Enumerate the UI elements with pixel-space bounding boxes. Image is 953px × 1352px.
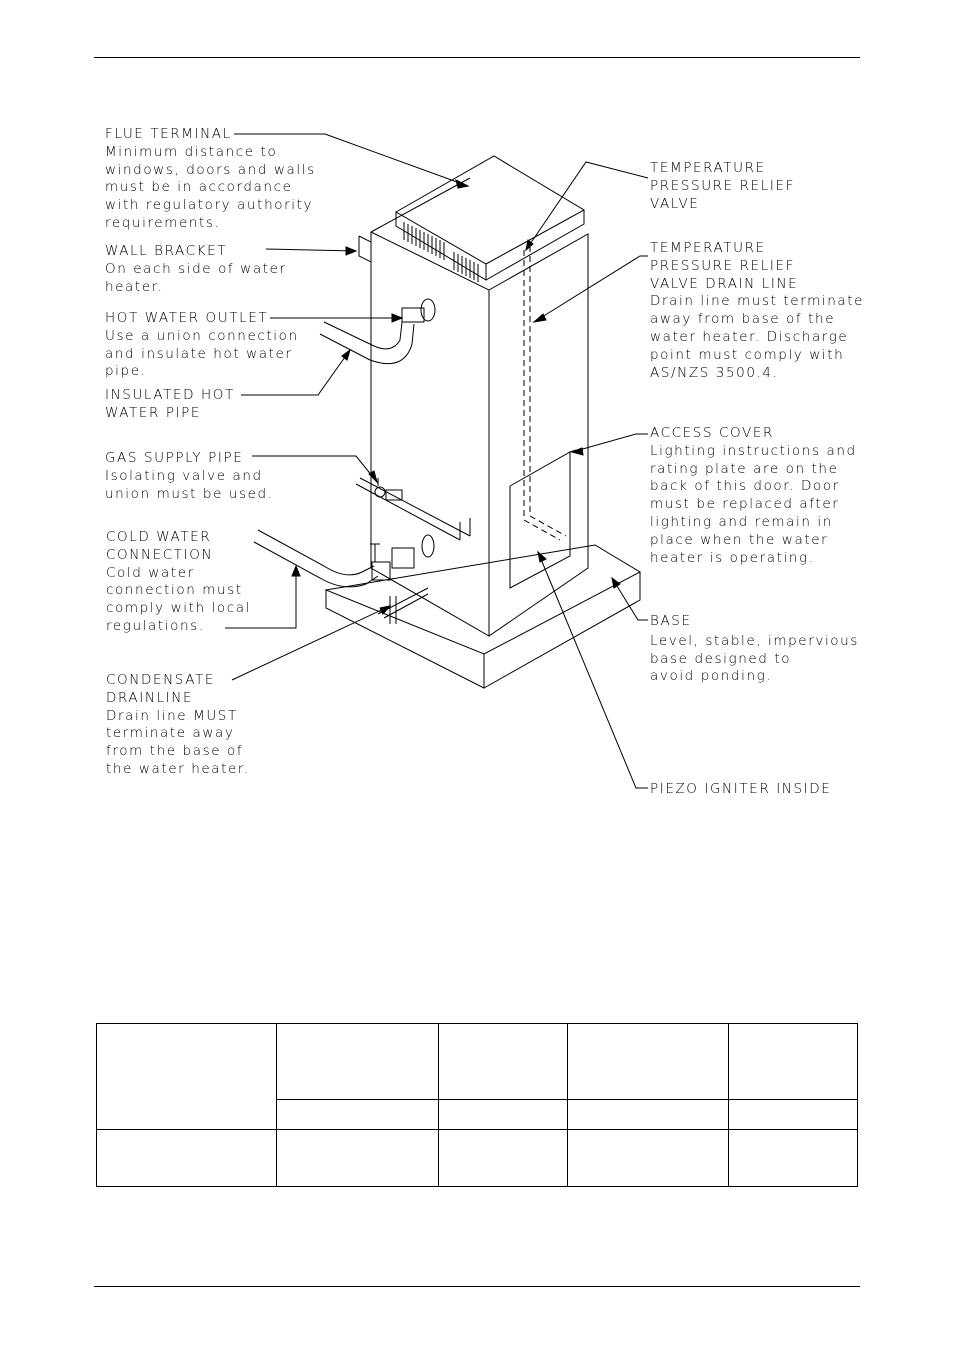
label-cold-water-connection: COLD WATER CONNECTION Cold water connection must comply with local regulations. (106, 529, 252, 634)
label-condensate-drainline: CONDENSATE DRAINLINE Drain line MUST terminate away from the base of the water heater. (106, 672, 250, 777)
cabinet-top-edge (371, 178, 470, 232)
table-row (97, 1130, 858, 1187)
label-tpr-valve: TEMPERATURE PRESSURE RELIEF VALVE (650, 160, 795, 212)
base-plinth-top (326, 545, 640, 654)
base-plinth-front (326, 590, 484, 688)
cabinet-right-face (489, 234, 588, 636)
table-cell (97, 1024, 277, 1130)
specification-table (96, 1023, 858, 1187)
table-cell (277, 1130, 439, 1187)
cold-water-pipe (254, 530, 434, 587)
table-cell (568, 1100, 729, 1130)
footer-rule (94, 1286, 860, 1287)
label-hot-water-outlet: HOT WATER OUTLET Use a union connection and insulate hot water pipe. (105, 310, 299, 380)
table-cell (568, 1024, 729, 1100)
wall-bracket (359, 236, 371, 262)
label-piezo-igniter: PIEZO IGNITER INSIDE (650, 781, 832, 797)
flue-grille-right (454, 252, 478, 282)
leader-tpr-drain (534, 256, 648, 322)
gas-supply-pipe (356, 478, 470, 540)
tpr-drain-line (524, 246, 566, 540)
cabinet-left-face (371, 232, 489, 636)
label-flue-terminal: FLUE TERMINAL Minimum distance to windows, doors and walls must be in accordance with regulatory authority requirements. (105, 126, 316, 231)
hot-water-pipe (320, 299, 435, 364)
access-cover (510, 452, 570, 588)
table-cell (277, 1100, 439, 1130)
label-insulated-hot-water-pipe: INSULATED HOT WATER PIPE (105, 387, 235, 421)
label-tpr-drain-line: TEMPERATURE PRESSURE RELIEF VALVE DRAIN LINE Drain line must terminate away from base of the water heater. Discharge point must comply with AS/NZS 3500.4. (650, 240, 865, 381)
label-access-cover: ACCESS COVER Lighting instructions and rating plate are on the back of this door. Door must be replaced after lighting and remain in place when the water heater is operating. (650, 425, 857, 566)
leader-tpr-valve (526, 162, 648, 250)
leader-piezo (538, 552, 648, 788)
table-cell (439, 1024, 568, 1100)
table-cell (97, 1130, 277, 1187)
table-row (97, 1024, 858, 1100)
table-cell (729, 1024, 858, 1100)
base-plinth-side (484, 572, 640, 688)
label-gas-supply-pipe: GAS SUPPLY PIPE Isolating valve and union must be used. (105, 450, 274, 502)
table-cell (439, 1130, 568, 1187)
leader-condensate (232, 606, 390, 680)
table-cell (729, 1130, 858, 1187)
flue-terminal-front (396, 212, 486, 280)
table-cell (729, 1100, 858, 1130)
table-cell (277, 1024, 439, 1100)
leader-access-cover (572, 434, 648, 452)
table-cell (439, 1100, 568, 1130)
label-base: BASE Level, stable, impervious base designed to avoid ponding. (650, 613, 859, 685)
table-cell (568, 1130, 729, 1187)
label-wall-bracket: WALL BRACKET On each side of water heater. (105, 243, 287, 295)
condensate-drainline (378, 588, 428, 624)
